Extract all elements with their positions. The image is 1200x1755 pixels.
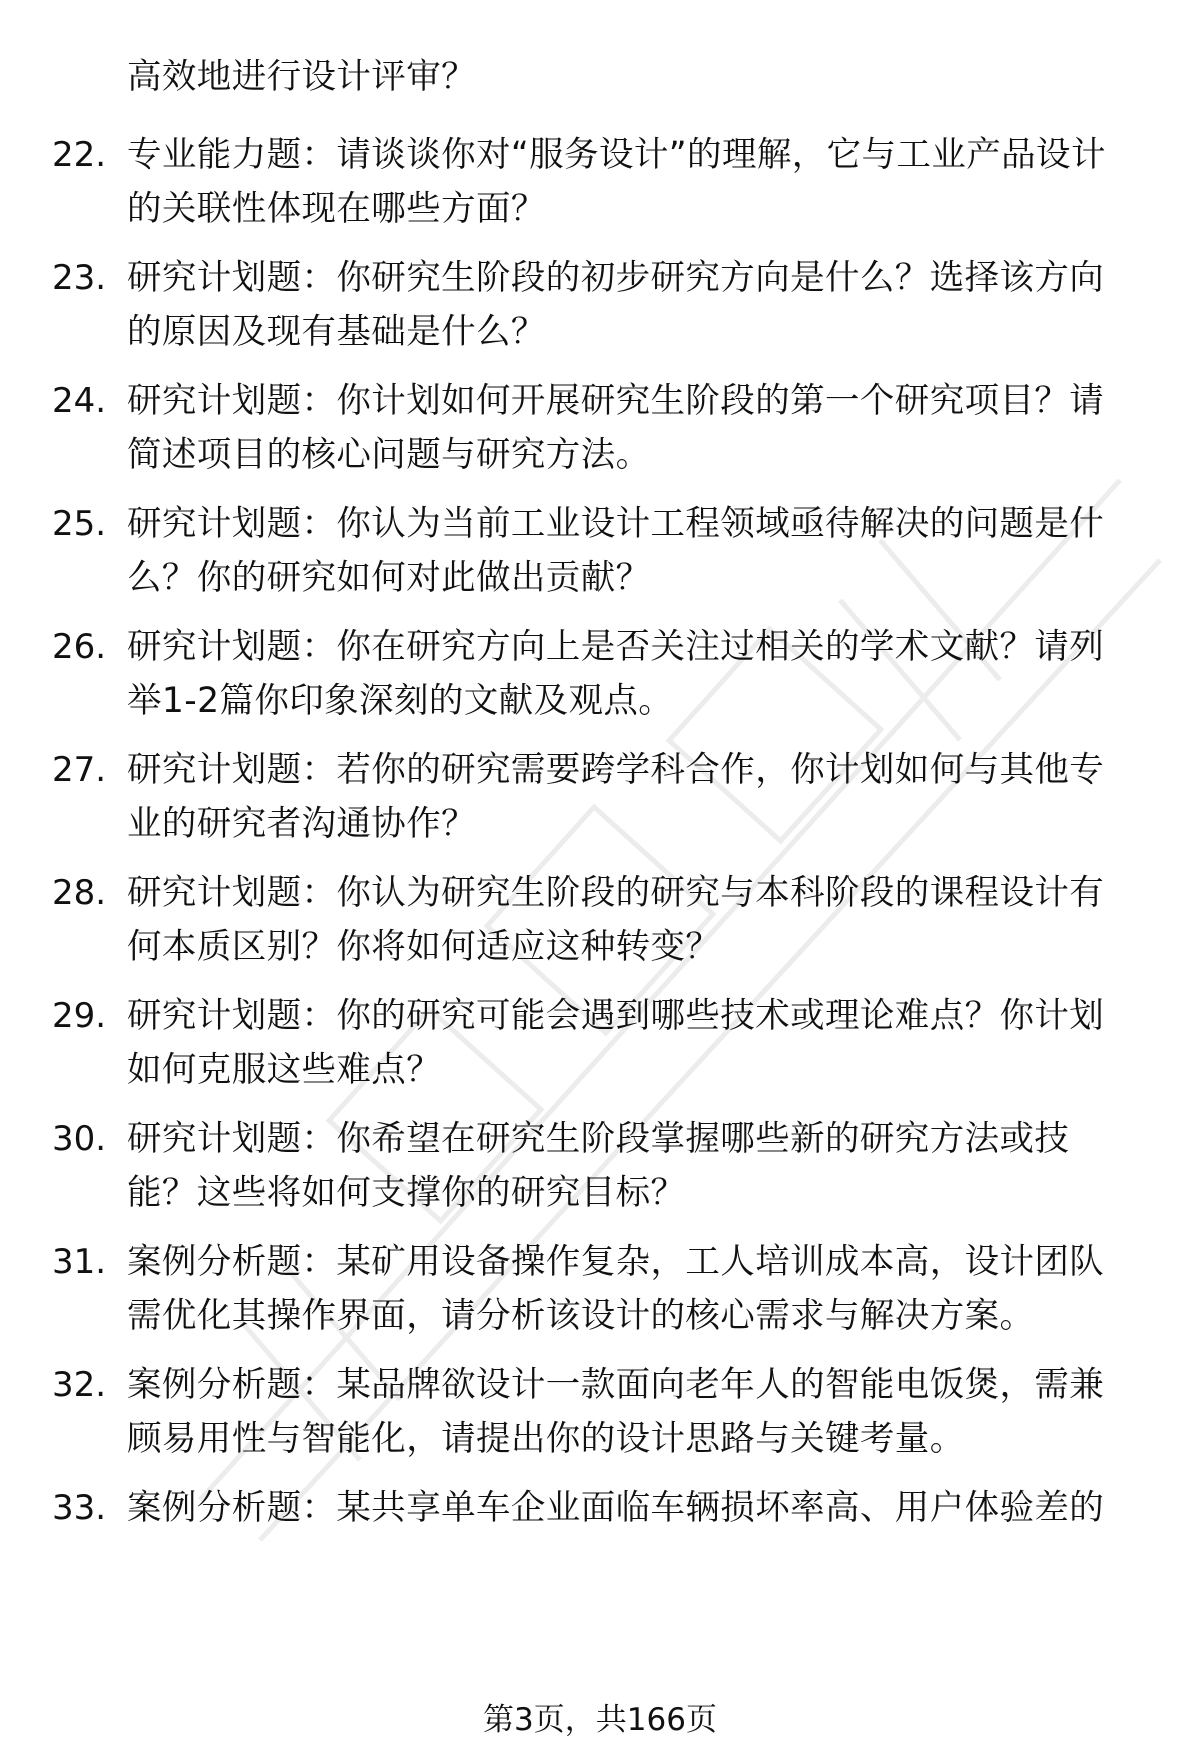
question-text: 案例分析题：某品牌欲设计一款面向老年人的智能电饭煲，需兼顾易用性与智能化，请提出你的设计思路与关键考量。 [127,1365,1105,1459]
question-text: 案例分析题：某矿用设备操作复杂，工人培训成本高，设计团队需优化其操作界面，请分析该设计的核心需求与解决方案。 [127,1242,1105,1336]
question-text: 研究计划题：你在研究方向上是否关注过相关的学术文献？请列举1-2篇你印象深刻的文献及观点。 [127,627,1105,721]
question-number: 29. [52,996,107,1036]
page-number-label: 第3页，共166页 [483,1702,717,1738]
question-number: 28. [52,873,107,913]
page-footer [0,1700,1200,1740]
question-text: 研究计划题：你认为当前工业设计工程领域亟待解决的问题是什么？你的研究如何对此做出贡献？ [127,504,1105,598]
question-text: 研究计划题：你计划如何开展研究生阶段的第一个研究项目？请简述项目的核心问题与研究方法。 [127,381,1105,475]
continuation-text: 高效地进行设计评审？ [127,57,476,97]
question-number: 24. [52,381,107,421]
question-number: 31. [52,1242,107,1282]
question-text: 研究计划题：你研究生阶段的初步研究方向是什么？选择该方向的原因及现有基础是什么？ [127,258,1105,352]
question-text: 案例分析题：某共享单车企业面临车辆损坏率高、用户体验差的 [127,1488,1105,1528]
question-number: 27. [52,750,107,790]
question-number: 26. [52,627,107,667]
question-number: 23. [52,258,107,298]
question-number: 25. [52,504,107,544]
question-text: 研究计划题：你认为研究生阶段的研究与本科阶段的课程设计有何本质区别？你将如何适应这种转变？ [127,873,1105,967]
question-text: 研究计划题：你希望在研究生阶段掌握哪些新的研究方法或技能？这些将如何支撑你的研究目标？ [127,1119,1070,1213]
question-text: 专业能力题：请谈谈你对“服务设计”的理解，它与工业产品设计的关联性体现在哪些方面？ [127,135,1106,229]
question-number: 32. [52,1365,107,1405]
question-text: 研究计划题：若你的研究需要跨学科合作，你计划如何与其他专业的研究者沟通协作？ [127,750,1105,844]
question-text: 研究计划题：你的研究可能会遇到哪些技术或理论难点？你计划如何克服这些难点？ [127,996,1105,1090]
question-number: 30. [52,1119,107,1159]
question-number: 33. [52,1488,107,1528]
question-number: 22. [52,135,107,175]
